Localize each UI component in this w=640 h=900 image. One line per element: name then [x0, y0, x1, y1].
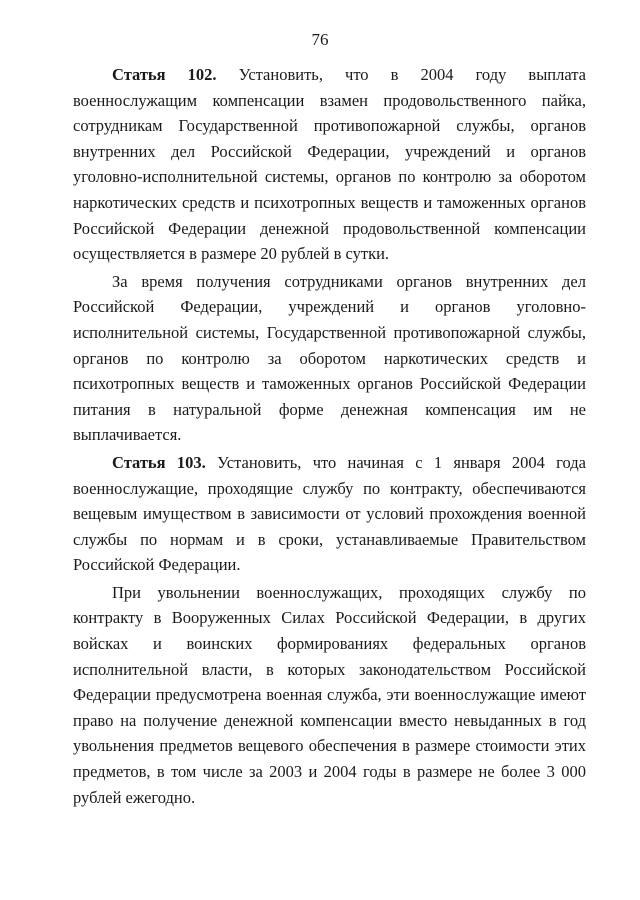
- article-label: Статья 103.: [112, 452, 206, 472]
- page-number: 76: [311, 30, 329, 49]
- article-label: Статья 102.: [112, 65, 217, 84]
- article-103-paragraph: [73, 450, 586, 578]
- article-103-second-paragraph: [73, 580, 586, 810]
- paragraph-text: При увольнении военнослужащих, проходящих службу по контракту в Вооруженных Силах Российской Федерации, в других войсках и воинских формированиях федеральных органов исполнительной власти, в которых законодательством Российской Федерации предусмотрена военная служба, эти военнослужащие имеют право на получение денежной компенсации вместо невыданных в год увольнения предметов вещевого обеспечения в размере стоимости этих предметов, в том числе за 2003 и 2004 годы в размере не более 3 000 рублей ежегодно.: [73, 582, 586, 807]
- paragraph-text: За время получения сотрудниками органов внутренних дел Российской Федерации, учреждений и органов уголовно-исполнительной системы, Государственной противопожарной службы, органов по контролю за оборотом наркотических средств и психотропных веществ и таможенных органов Российской Федерации питания в натуральной форме денежная компенсация им не выплачивается.: [73, 271, 586, 445]
- article-102-second-paragraph: [73, 269, 586, 448]
- paragraph-text: Установить, что начиная с 1 января 2004 года военнослужащие, проходящие службу по контракту, обеспечиваются вещевым имуществом в зависимости от условий прохождения военной службы по нормам и в сроки, устанавливаемые Правительством Российской Федерации.: [73, 452, 586, 575]
- document-body: [73, 62, 586, 812]
- paragraph-text: Установить, что в 2004 году выплата военнослужащим компенсации взамен продовольственного пайка, сотрудникам Государственной противопожарной службы, органов внутренних дел Российской Федерации, учреждений и органов уголовно-исполнительной системы, органов по контролю за оборотом наркотических средств и психотропных веществ и таможенных органов Российской Федерации денежной продовольственной компенсации осуществляется в размере 20 рублей в сутки.: [73, 65, 586, 264]
- article-102-paragraph: [73, 62, 586, 267]
